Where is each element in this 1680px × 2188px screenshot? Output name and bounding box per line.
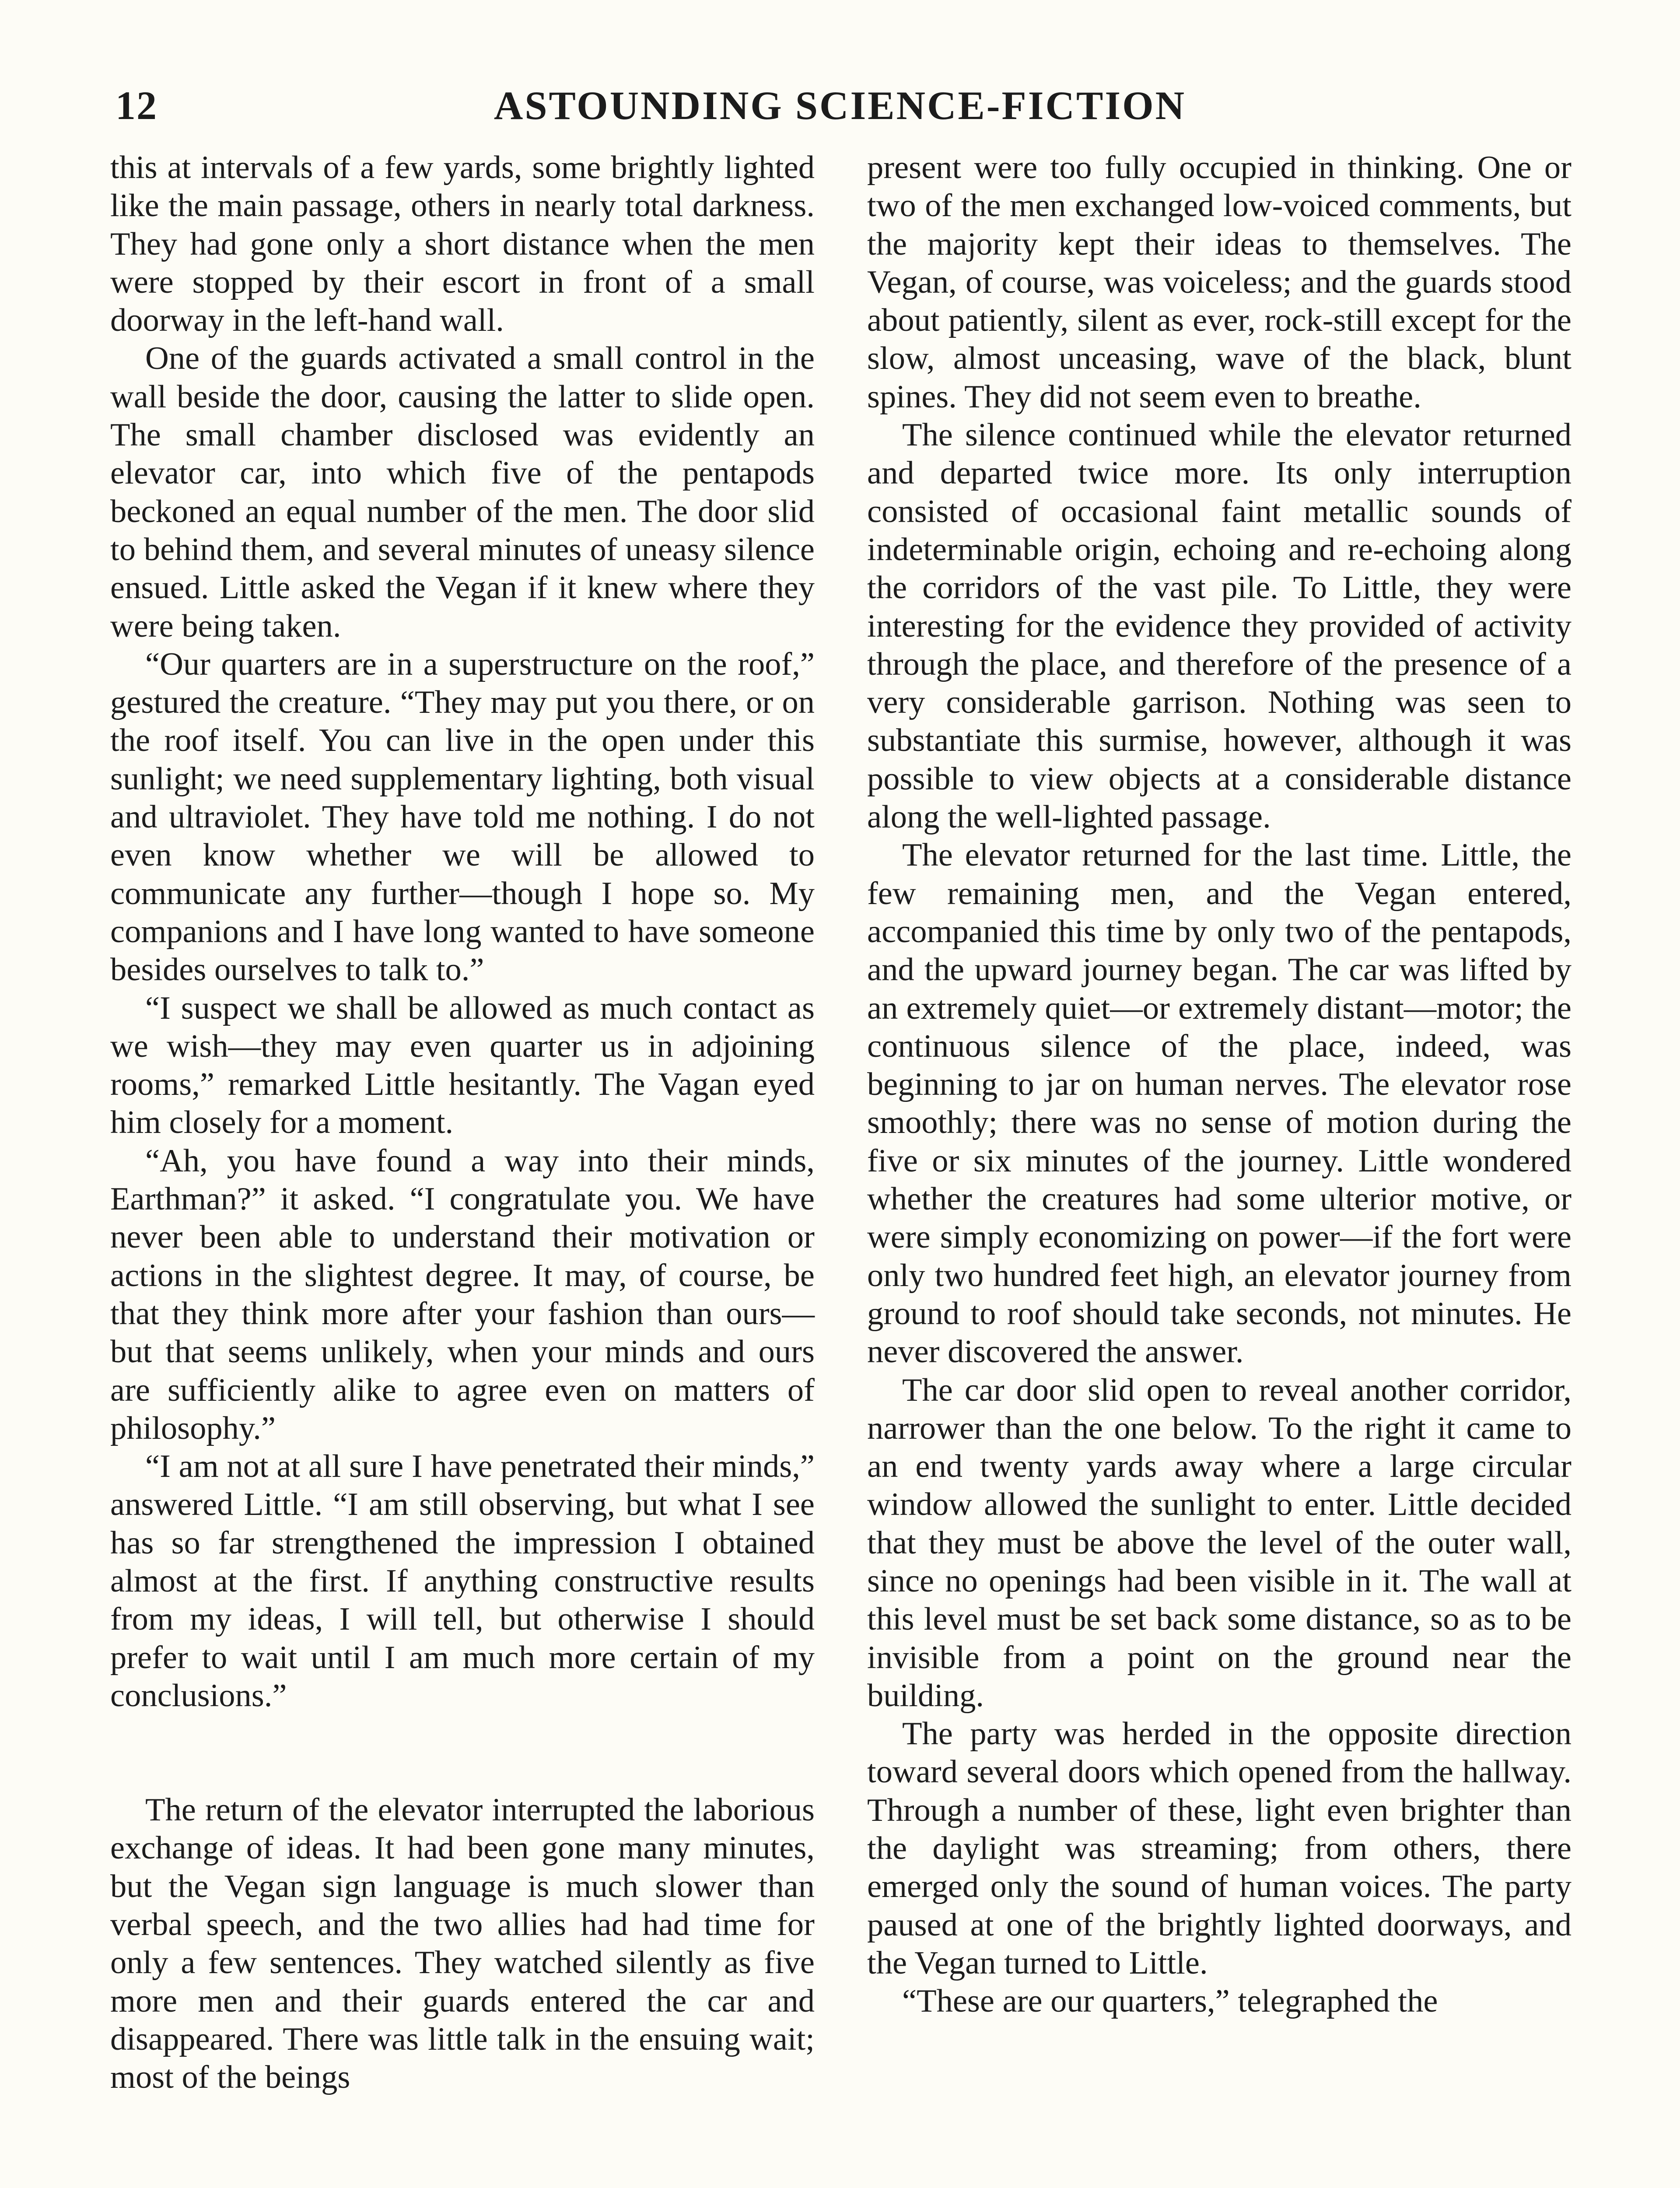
paragraph: One of the guards activated a small control in the wall beside the door, causing the latter to slide open. The small chamber disclosed was evidently an elevator car, into which five of the pentapods beckoned an equal number of the men. The door slid to behind them, and several minutes of uneasy silence ensued. Little asked the Vegan if it knew where they were being taken.: [110, 340, 815, 644]
paragraph: “I am not at all sure I have penetrated their minds,” answered Little. “I am still observing, but what I see has so far strengthened the impression I obtained almost at the first. If anything constructive results from my ideas, I will tell, but otherwise I should prefer to wait until I am much more certain of my conclusions.”: [110, 1448, 815, 1714]
paragraph: The party was herded in the opposite direction toward several doors which opened from the hallway. Through a number of these, light even brighter than the daylight was streaming; from others, there emerged only the sound of human voices. The party paused at one of the brightly lighted doorways, and the Vegan turned to Little.: [867, 1716, 1572, 1981]
paragraph: present were too fully occupied in thinking. One or two of the men exchanged low-voiced comments, but the majority kept their ideas to themselves. The Vegan, of course, was voiceless; and the guards stood about patiently, silent as ever, rock-still except for the slow, almost unceasing, wave of the black, blunt spines. They did not seem even to breathe.: [867, 150, 1572, 415]
paragraph: The car door slid open to reveal another corridor, narrower than the one below. To the right it came to an end twenty yards away where a large circular window allowed the sunlight to enter. Little decided that they must be above the level of the outer wall, since no openings had been visible in it. The wall at this level must be set back some distance, so as to be invisible from a point on the ground near the building.: [867, 1372, 1572, 1714]
paragraph: “These are our quarters,” telegraphed the: [902, 1983, 1438, 2020]
left-column: [110, 149, 815, 2097]
paragraph: “I suspect we shall be allowed as much contact as we wish—they may even quarter us in adjoining rooms,” remarked Little hesitantly. The Vagan eyed him closely for a moment.: [110, 990, 815, 1141]
paragraph: this at intervals of a few yards, some brightly lighted like the main passage, others in nearly total darkness. They had gone only a short distance when the men were stopped by their escort in front of a small doorway in the left-hand wall.: [110, 150, 815, 339]
running-head: ASTOUNDING SCIENCE-FICTION: [494, 83, 1186, 128]
paragraph: The silence continued while the elevator returned and departed twice more. Its only interruption consisted of occasional faint metallic sounds of indeterminable origin, echoing and re-echoing along the corridors of the vast pile. To Little, they were interesting for the evidence they provided of activity through the place, and therefore of the presence of a very considerable garrison. Nothing was seen to substantiate this surmise, however, although it was possible to view objects at a considerable distance along the well-lighted passage.: [867, 417, 1572, 835]
paragraph: “Ah, you have found a way into their minds, Earthman?” it asked. “I congratulate you. We have never been able to understand their motivation or actions in the slightest degree. It may, of course, be that they think more after your fashion than ours—but that seems unlikely, when your minds and ours are sufficiently alike to agree even on matters of philosophy.”: [110, 1143, 815, 1446]
paragraph: The return of the elevator interrupted the laborious exchange of ideas. It had been gone many minutes, but the Vegan sign language is much slower than verbal speech, and the two allies had had time for only a few sentences. They watched silently as five more men and their guards entered the car and disappeared. There was little talk in the ensuing wait; most of the beings: [110, 1792, 815, 2096]
right-column: [867, 149, 1572, 2021]
paragraph: The elevator returned for the last time. Little, the few remaining men, and the Vegan entered, accompanied this time by only two of the pentapods, and the upward journey began. The car was lifted by an extremely quiet—or extremely distant—motor; the continuous silence of the place, indeed, was beginning to jar on human nerves. The elevator rose smoothly; there was no sense of motion during the five or six minutes of the journey. Little wondered whether the creatures had some ulterior motive, or were simply economizing on power—if the fort were only two hundred feet high, an elevator journey from ground to roof should take seconds, not minutes. He never discovered the answer.: [867, 837, 1572, 1370]
paragraph: “Our quarters are in a superstructure on the roof,” gestured the creature. “They may put you there, or on the roof itself. You can live in the open under this sunlight; we need supplementary lighting, both visual and ultraviolet. They have told me nothing. I do not even know whether we will be allowed to communicate any further—though I hope so. My companions and I have long wanted to have someone besides ourselves to talk to.”: [110, 646, 815, 988]
page-number: 12: [116, 83, 158, 128]
